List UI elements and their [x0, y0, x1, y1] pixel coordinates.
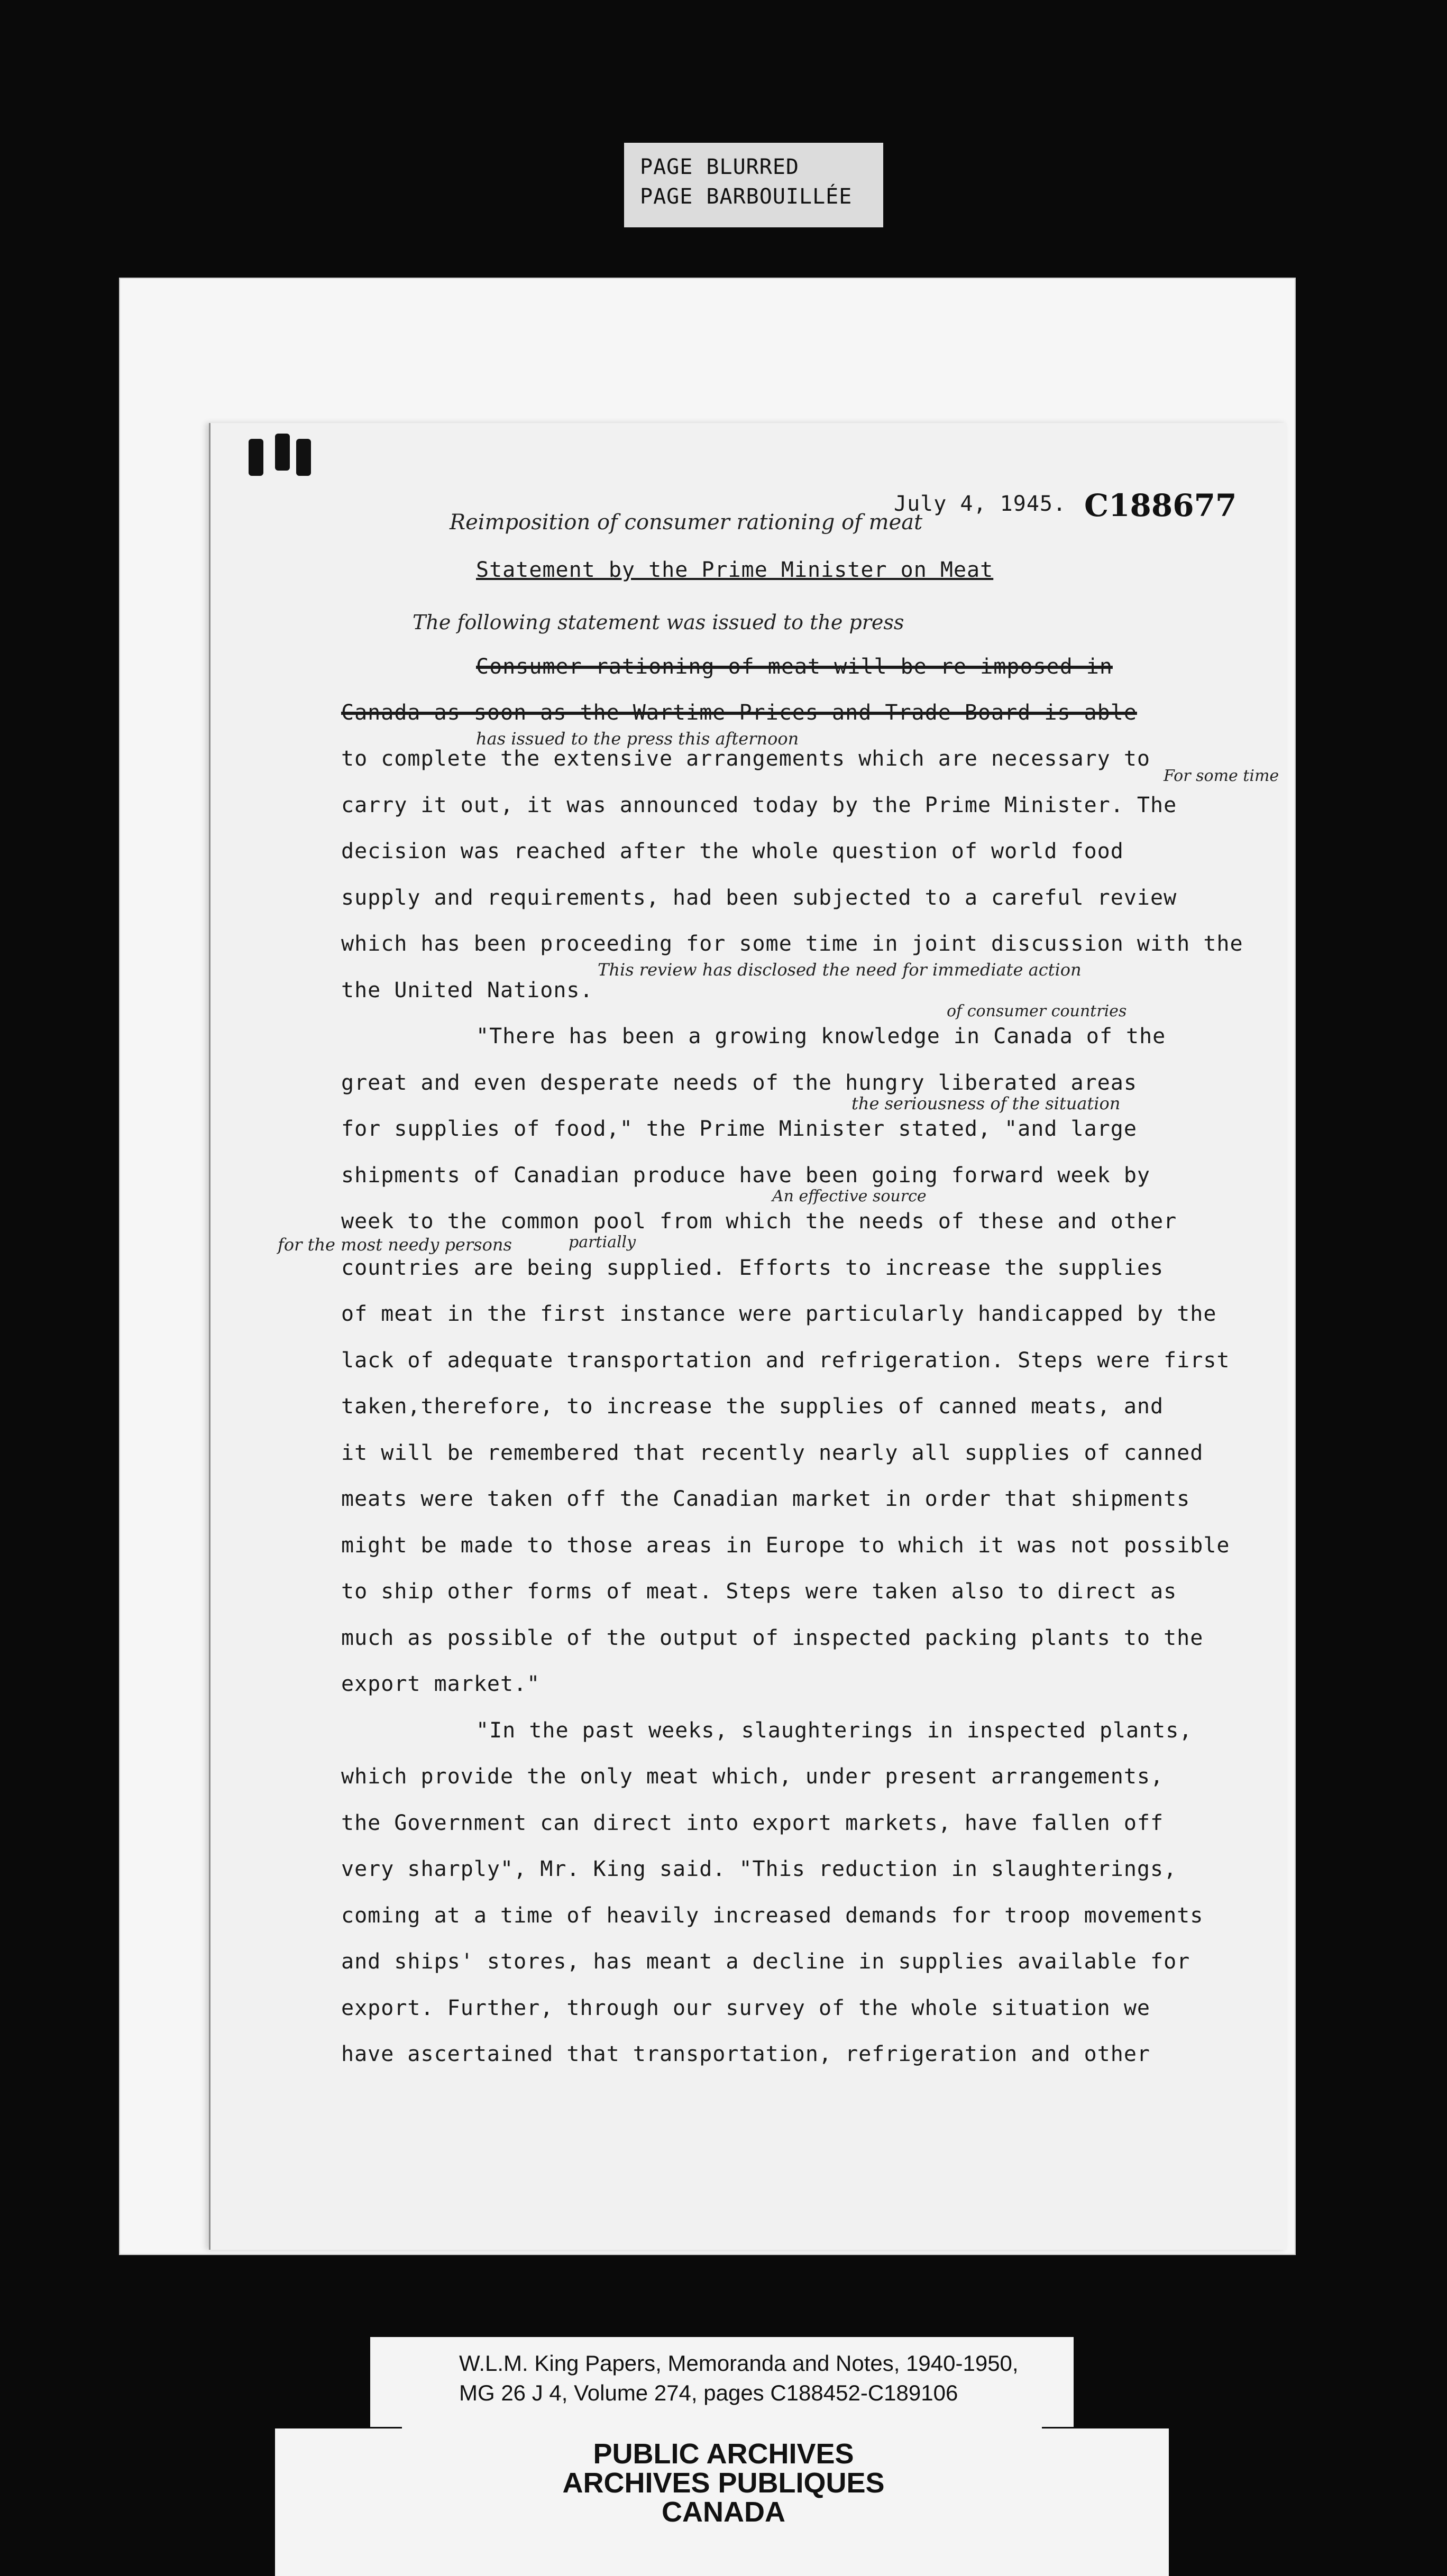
typed-line: export. Further, through our survey of the whole situation we: [341, 1996, 1151, 2020]
typed-line: Consumer rationing of meat will be re-imposed in: [476, 655, 1113, 679]
citation-line: W.L.M. King Papers, Memoranda and Notes, 1940-1950,: [459, 2351, 1019, 2376]
citation-box: [370, 2337, 1074, 2427]
typed-line: might be made to those areas in Europe to which it was not possible: [341, 1533, 1230, 1558]
handwritten-note: The following statement was issued to the press: [413, 611, 904, 634]
typed-line: very sharply", Mr. King said. "This reduction in slaughterings,: [341, 1857, 1177, 1881]
staple-mark: [275, 434, 290, 471]
typed-line: the United Nations.: [341, 978, 593, 1002]
typed-line: and ships' stores, has meant a decline in supplies available for: [341, 1949, 1190, 1974]
typed-line: great and even desperate needs of the hungry liberated areas: [341, 1071, 1137, 1095]
typed-line: for supplies of food," the Prime Minister stated, "and large: [341, 1117, 1137, 1141]
typed-line: of meat in the first instance were particularly handicapped by the: [341, 1302, 1217, 1326]
handwritten-note: has issued to the press this afternoon: [476, 729, 799, 749]
typed-line: week to the common pool from which the needs of these and other: [341, 1209, 1177, 1234]
typed-line: carry it out, it was announced today by the Prime Minister. The: [341, 793, 1177, 817]
typed-line: which provide the only meat which, under present arrangements,: [341, 1764, 1164, 1789]
handwritten-note: the seriousness of the situation: [851, 1093, 1121, 1114]
page-blurred-text: PAGE BLURRED: [640, 155, 799, 179]
staple-mark: [296, 439, 311, 476]
typed-line: coming at a time of heavily increased demands for troop movements: [341, 1903, 1204, 1928]
typed-line: taken,therefore, to increase the supplies of canned meats, and: [341, 1394, 1164, 1419]
handwritten-note: partially: [569, 1233, 636, 1252]
citation-line: MG 26 J 4, Volume 274, pages C188452-C189106: [459, 2380, 958, 2405]
typed-line: Canada as soon as the Wartime Prices and Trade Board is able: [341, 701, 1137, 725]
typed-line: much as possible of the output of inspected packing plants to the: [341, 1626, 1204, 1650]
typed-line: "There has been a growing knowledge in Canada of the: [476, 1024, 1166, 1048]
handwritten-note: for the most needy persons: [278, 1235, 512, 1255]
page-barbouillee-text: PAGE BARBOUILLÉE: [640, 185, 853, 209]
typed-line: shipments of Canadian produce have been going forward week by: [341, 1163, 1151, 1188]
typed-line: lack of adequate transportation and refrigeration. Steps were first: [341, 1348, 1230, 1373]
typed-document-page: [209, 423, 1287, 2250]
archives-name-en: PUBLIC ARCHIVES: [593, 2438, 854, 2470]
handwritten-note: This review has disclosed the need for immediate action: [598, 960, 1082, 980]
handwritten-note: An effective source: [772, 1187, 927, 1206]
typed-line: to complete the extensive arrangements which are necessary to: [341, 747, 1151, 771]
typed-line: countries are being supplied. Efforts to increase the supplies: [341, 1256, 1164, 1280]
typed-line: decision was reached after the whole question of world food: [341, 839, 1124, 863]
handwritten-margin-note: For some time: [1164, 767, 1279, 785]
typed-line: it will be remembered that recently nearly all supplies of canned: [341, 1441, 1204, 1465]
document-title: Statement by the Prime Minister on Meat: [476, 558, 994, 582]
typed-line: supply and requirements, had been subjected to a careful review: [341, 886, 1177, 910]
typed-line: meats were taken off the Canadian market in order that shipments: [341, 1487, 1190, 1511]
handwritten-heading: Reimposition of consumer rationing of meat: [450, 510, 923, 535]
staple-mark: [249, 439, 263, 476]
document-number: C188677: [1084, 487, 1237, 523]
typed-line: to ship other forms of meat. Steps were taken also to direct as: [341, 1579, 1177, 1604]
typed-line: which has been proceeding for some time in joint discussion with the: [341, 932, 1243, 956]
typed-line: export market.": [341, 1672, 541, 1696]
page-blurred-label: [624, 143, 883, 227]
typed-line: "In the past weeks, slaughterings in inspected plants,: [476, 1718, 1193, 1743]
typed-line: have ascertained that transportation, refrigeration and other: [341, 2042, 1151, 2066]
typed-line: the Government can direct into export markets, have fallen off: [341, 1811, 1164, 1835]
archives-country: CANADA: [662, 2496, 785, 2528]
handwritten-note: of consumer countries: [947, 1002, 1127, 1020]
archives-name-fr: ARCHIVES PUBLIQUES: [562, 2467, 885, 2499]
document-date: July 4, 1945.: [894, 492, 1067, 516]
